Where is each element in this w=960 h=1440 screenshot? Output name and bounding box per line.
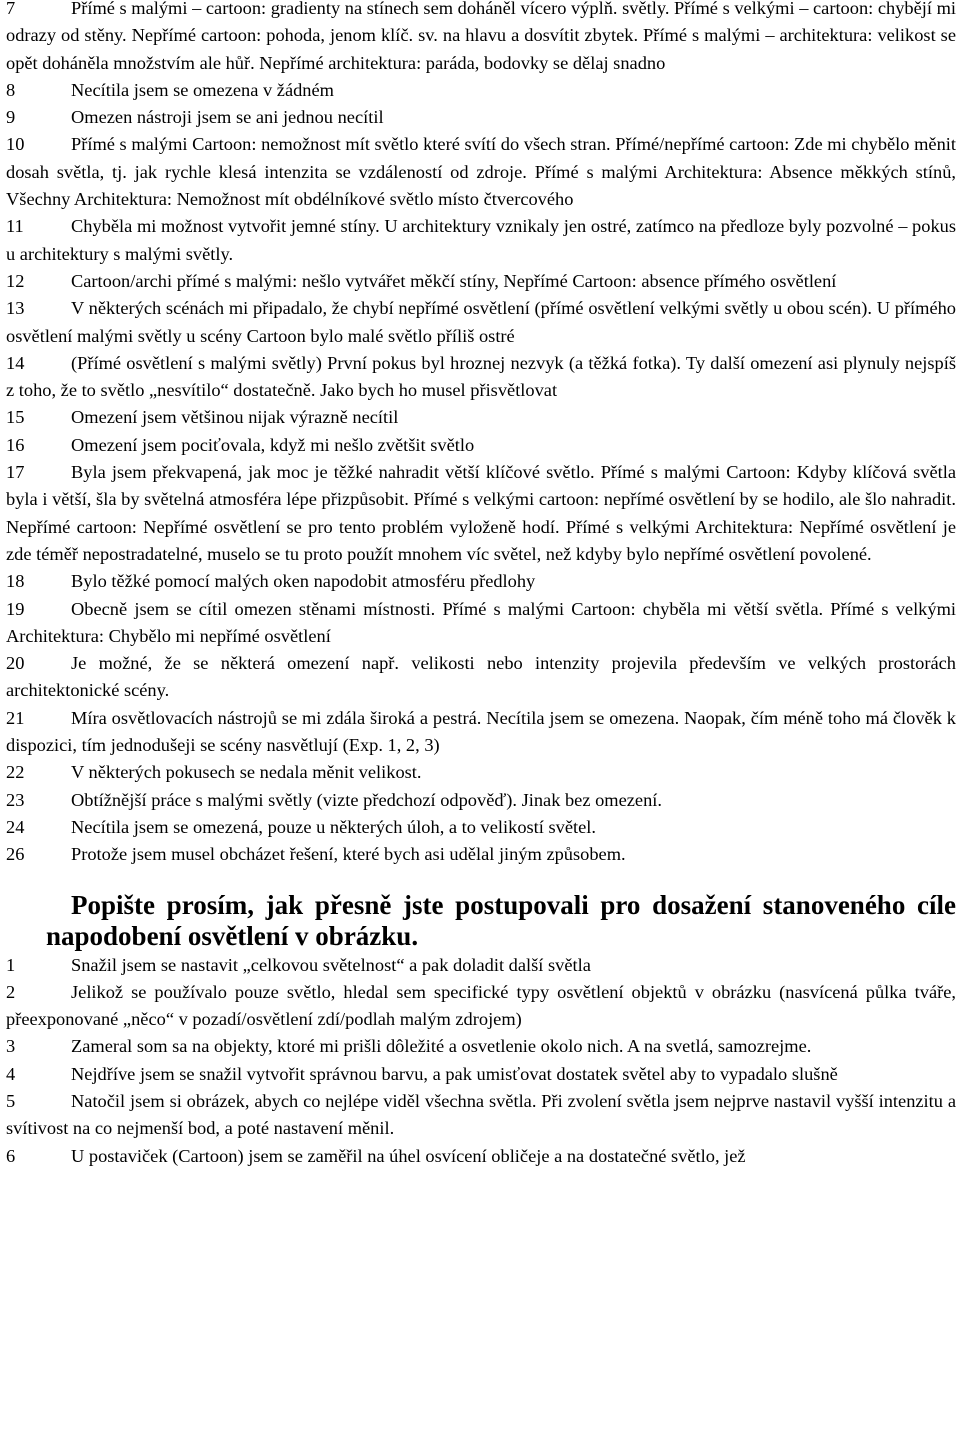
answer-item	[6, 404, 956, 431]
answer-number: 12	[6, 270, 25, 291]
answer-number: 14	[6, 352, 25, 373]
answer-text: (Přímé osvětlení s malými světly) První pokus byl hroznej nezvyk (a těžká fotka). Ty další omezení asi plynuly nejspíš z toho, že to světlo „nesvítilo“ dostatečně. Jako bych ho musel přisvětlovat	[6, 352, 956, 401]
answer-item	[6, 213, 956, 268]
answer-number: 22	[6, 762, 25, 783]
answer-number: 17	[6, 462, 25, 483]
answer-number: 18	[6, 571, 25, 592]
answer-number: 6	[6, 1145, 16, 1166]
answer-text: Omezení jsem většinou nijak výrazně necítil	[71, 407, 399, 428]
answer-text: Natočil jsem si obrázek, abych co nejlépe viděl všechna světla. Při zvolení světla jsem nejprve nastavil vyšší intenzitu a svítivost na co nejmenší bod, a poté nastavení měnil.	[6, 1090, 956, 1139]
answer-item	[6, 350, 956, 405]
answer-item	[6, 705, 956, 760]
section-heading	[6, 890, 956, 952]
answer-item	[6, 759, 956, 786]
answer-text: Omezen nástroji jsem se ani jednou necítil	[71, 107, 384, 128]
answer-number: 24	[6, 816, 25, 837]
answer-text: Necítila jsem se omezená, pouze u některých úloh, a to velikostí světel.	[71, 816, 596, 837]
answer-item	[6, 650, 956, 705]
answer-number: 20	[6, 653, 25, 674]
document-page	[6, 0, 956, 1170]
answers-list-top	[6, 0, 956, 869]
answer-item	[6, 596, 956, 651]
answer-text: Obecně jsem se cítil omezen stěnami místnosti. Přímé s malými Cartoon: chyběla mi větší světla. Přímé s velkými Architektura: Chybělo mi nepřímé osvětlení	[6, 598, 956, 646]
answer-item	[6, 952, 956, 979]
answer-number: 9	[6, 107, 16, 128]
answer-item	[6, 979, 956, 1034]
answer-text: Jelikož se používalo pouze světlo, hledal sem specifické typy osvětlení objektů v obrázku (nasvícená půlka tváře, přeexponované „něco“ v pozadí/osvětlení zdí/podlah malým zdrojem)	[6, 981, 956, 1030]
answer-text: Byla jsem překvapená, jak moc je těžké nahradit větší klíčové světlo. Přímé s malými Cartoon: Kdyby klíčová světla byla i větší, šla by světelná atmosféra lépe přizpůsobit. Přímé s velkými cartoon: nepřímé osvětlení by se hodilo, ale šlo nahradit. Nepřímé cartoon: Nepřímé osvětlení se pro tento problém vyloženě hodí. Přímé s velkými Architektura: Nepřímé osvětlení je zde téměř nepostradatelné, muselo se tu proto použít mnohem víc světel, než kdyby bylo nepřímé osvětlení povolené.	[6, 462, 956, 564]
answer-text: Obtížnější práce s malými světly (vizte předchozí odpověď). Jinak bez omezení.	[71, 789, 662, 810]
section-number	[6, 890, 71, 921]
answer-text: Protože jsem musel obcházet řešení, které bych asi udělal jiným způsobem.	[71, 844, 626, 865]
answer-item	[6, 841, 956, 868]
answer-number: 5	[6, 1090, 16, 1111]
answer-number: 3	[6, 1036, 16, 1057]
answer-number: 13	[6, 298, 25, 319]
answer-number: 10	[6, 134, 25, 155]
answer-number: 8	[6, 79, 16, 100]
answer-item	[6, 268, 956, 295]
answer-text: Míra osvětlovacích nástrojů se mi zdála široká a pestrá. Necítila jsem se omezena. Naopak, čím méně toho má člověk k dispozici, tím jednodušeji se scény nasvětlují (Exp. 1, 2, 3)	[6, 707, 956, 756]
answers-list-bottom	[6, 952, 956, 1170]
answer-text: Přímé s malými Cartoon: nemožnost mít světlo které svítí do všech stran. Přímé/nepřímé cartoon: Zde mi chybělo měnit dosah světla, tj. jak rychle klesá intenzita se vzdáleností od zdroje. Přímé s malými Architektura: Absence měkkých stínů, Všechny Architektura: Nemožnost mít obdélníkové světlo místo čtvercového	[6, 134, 956, 210]
answer-number: 2	[6, 981, 16, 1002]
answer-item	[6, 0, 956, 77]
answer-number: 23	[6, 789, 25, 810]
answer-item	[6, 814, 956, 841]
answer-item	[6, 1088, 956, 1143]
answer-text: V některých scénách mi připadalo, že chybí nepřímé osvětlení (přímé osvětlení velkými světly u obou scén). U přímého osvětlení malými světly u scény Cartoon bylo malé světlo příliš ostré	[6, 298, 956, 346]
answer-text: Omezení jsem pociťovala, když mi nešlo zvětšit světlo	[71, 434, 475, 455]
answer-text: Snažil jsem se nastavit „celkovou světelnost“ a pak doladit další světla	[71, 954, 591, 975]
answer-number: 26	[6, 844, 25, 865]
answer-number: 16	[6, 434, 25, 455]
answer-text: U postaviček (Cartoon) jsem se zaměřil na úhel osvícení obličeje a na dostatečné světlo, jež	[71, 1145, 746, 1166]
answer-text: Je možné, že se některá omezení např. velikosti nebo intenzity projevila především ve velkých prostorách architektonické scény.	[6, 653, 956, 701]
answer-item	[6, 787, 956, 814]
answer-text: Cartoon/archi přímé s malými: nešlo vytvářet měkčí stíny, Nepřímé Cartoon: absence přímého osvětlení	[71, 270, 837, 291]
answer-text: Bylo těžké pomocí malých oken napodobit atmosféru předlohy	[71, 571, 536, 592]
answer-item	[6, 77, 956, 104]
answer-item	[6, 104, 956, 131]
answer-item	[6, 568, 956, 595]
answer-number: 1	[6, 954, 16, 975]
answer-number: 19	[6, 598, 25, 619]
answer-number: 11	[6, 216, 24, 237]
answer-item	[6, 295, 956, 350]
section-title: Popište prosím, jak přesně jste postupovali pro dosažení stanoveného cíle napodobení osvětlení v obrázku.	[46, 889, 956, 951]
answer-item	[6, 432, 956, 459]
answer-number: 7	[6, 0, 16, 18]
answer-text: V některých pokusech se nedala měnit velikost.	[71, 762, 422, 783]
answer-item	[6, 1061, 956, 1088]
answer-text: Zameral som sa na objekty, ktoré mi prišli dôležité a osvetlenie okolo nich. A na svetlá, samozrejme.	[71, 1036, 812, 1057]
answer-text: Přímé s malými – cartoon: gradienty na stínech sem doháněl vícero výplň. světly. Přímé s velkými – cartoon: chybějí mi odrazy od stěny. Nepřímé cartoon: pohoda, jenom klíč. sv. na hlavu a dosvítit zbytek. Přímé s malými – architektura: velikost se opět doháněla množstvím ale hůř. Nepřímé architektura: paráda, bodovky se dělaj snadno	[6, 0, 956, 73]
answer-item	[6, 1143, 956, 1170]
answer-text: Necítila jsem se omezena v žádném	[71, 79, 334, 100]
answer-item	[6, 1033, 956, 1060]
answer-item	[6, 459, 956, 568]
answer-number: 4	[6, 1063, 16, 1084]
answer-item	[6, 131, 956, 213]
answer-text: Chyběla mi možnost vytvořit jemné stíny. U architektury vznikaly jen ostré, zatímco na předloze byly pozvolné – pokus u architektury s malými světly.	[6, 216, 956, 264]
answer-text: Nejdříve jsem se snažil vytvořit správnou barvu, a pak umisťovat dostatek světel aby to vypadalo slušně	[71, 1063, 838, 1084]
answer-number: 21	[6, 707, 25, 728]
answer-number: 15	[6, 407, 25, 428]
